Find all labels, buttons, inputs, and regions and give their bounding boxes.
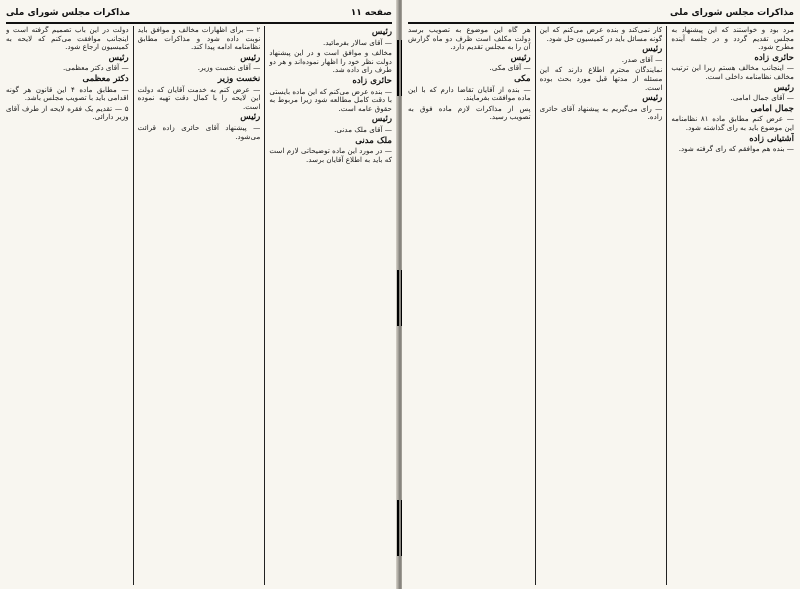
paragraph-text: — آقای دکتر معظمی. (62, 63, 129, 73)
paragraph-text: نمایندگان محترم اطلاع دارند که این مسئله از مدتها قبل مورد بحث بوده است. (539, 65, 663, 92)
paragraph (408, 26, 531, 52)
speaker-heading: ملک مدنی (355, 135, 392, 146)
paragraph (671, 26, 794, 52)
speaker-heading: رئیس (773, 82, 794, 93)
right-page-header (408, 4, 794, 24)
paragraph (138, 113, 261, 141)
left-page-number: صفحه ۱۱ (350, 8, 392, 18)
paragraph (138, 26, 261, 52)
speaker-heading: رئیس (642, 44, 663, 55)
paragraph-text: — آقای مکی. (489, 63, 531, 73)
speaker-heading: دکتر معظمی (82, 73, 129, 84)
paragraph-text: — آقای ملک مدنی. (334, 124, 392, 134)
paragraph (408, 105, 531, 122)
right-page (402, 0, 800, 589)
paragraph (671, 135, 794, 154)
paragraph (540, 45, 663, 64)
paragraph (269, 77, 392, 113)
left-page (0, 0, 398, 589)
paragraph-text: مخالف و موافق است و در این پیشنهاد دولت نظر خود را اظهار نموده‌اند و هر دو طرف رای داده شد. (269, 48, 392, 75)
left-page-header (6, 4, 392, 24)
paragraph (6, 54, 129, 73)
paragraph-text: پس از مذاکرات لازم ماده فوق به تصویب رسید. (407, 103, 531, 122)
paragraph-text: کار نمی‌کند و بنده عرض می‌کنم که این گونه مسائل باید در کمیسیون حل شود. (539, 26, 663, 43)
paragraph-text: — آقای صدر. (621, 54, 663, 64)
paragraph-text: — بنده از آقایان تقاضا دارم که با این ماده موافقت بفرمایند. (407, 84, 531, 103)
speaker-heading: رئیس (240, 52, 261, 63)
paragraph-text: هر گاه این موضوع به تصویب برسد دولت مکلف است ظرف دو ماه گزارش آن را به مجلس تقدیم دارد. (407, 26, 531, 52)
left-page-columns (6, 26, 392, 585)
paragraph (6, 105, 129, 122)
left-column-1 (269, 26, 392, 585)
paragraph (671, 105, 794, 133)
right-page-title: مذاکرات مجلس شورای ملی (669, 8, 794, 18)
paragraph-text: — بنده هم موافقم که رای گرفته شود. (678, 144, 794, 154)
paragraph-text: — رای می‌گیریم به پیشنهاد آقای حائری زاده. (539, 103, 663, 122)
right-column-3 (408, 26, 531, 585)
right-column-2 (540, 26, 663, 585)
paragraph-text: — آقای سالار بفرمائید. (323, 37, 392, 47)
paragraph (6, 26, 129, 52)
speaker-heading: نخست وزیر (217, 73, 261, 84)
paragraph (671, 84, 794, 103)
paragraph-text: — مطابق ماده ۴ این قانون هر گونه اقدامی باید با تصویب مجلس باشد. (5, 84, 129, 103)
paragraph-text: — در مورد این ماده توضیحاتی لازم است که باید به اطلاع آقایان برسد. (269, 146, 392, 164)
speaker-heading: جمال امامی (750, 103, 794, 114)
column-rule (133, 26, 134, 585)
paragraph (138, 75, 261, 111)
speaker-heading: رئیس (510, 52, 531, 63)
speaker-heading: مکی (514, 73, 531, 84)
speaker-heading: حائری زاده (754, 52, 794, 63)
left-column-2 (138, 26, 261, 585)
speaker-heading: رئیس (371, 114, 392, 125)
paragraph (408, 75, 531, 103)
paragraph-text: — بنده عرض می‌کنم که این ماده بایستی با دقت کامل مطالعه شود زیرا مربوط به حقوق عامه است. (269, 86, 392, 113)
paragraph-text: — عرض کنم به خدمت آقایان که دولت این لایحه را با کمال دقت تهیه نموده است. (137, 84, 261, 111)
paragraph (269, 49, 392, 75)
paragraph-text: دولت در این باب تصمیم گرفته است و اینجانب موافقت می‌کنم که لایحه به کمیسیون ارجاع شود. (5, 26, 129, 52)
paragraph (671, 54, 794, 82)
paragraph-text: — آقای نخست وزیر. (197, 63, 261, 73)
right-column-1 (671, 26, 794, 585)
paragraph-text: — پیشنهاد آقای حائری زاده قرائت می‌شود. (137, 122, 261, 141)
paragraph (408, 54, 531, 73)
speaker-heading: رئیس (240, 112, 261, 123)
speaker-heading: رئیس (108, 52, 129, 63)
paragraph (269, 137, 392, 165)
left-page-title: مذاکرات مجلس شورای ملی (6, 8, 131, 18)
paragraph (540, 26, 663, 43)
column-rule (666, 26, 667, 585)
paragraph (6, 75, 129, 103)
speaker-heading: حائری زاده (352, 75, 392, 86)
speaker-heading: آشتیانی زاده (749, 133, 794, 144)
paragraph-text: — عرض کنم مطابق ماده ۸۱ نظامنامه این موضوع باید به رای گذاشته شود. (671, 114, 794, 132)
paragraph-text: ۲ — برای اظهارات مخالف و موافق باید نوبت داده شود و مذاکرات مطابق نظامنامه ادامه پیدا کند. (137, 26, 261, 52)
left-column-3 (6, 26, 129, 585)
paragraph (269, 115, 392, 134)
column-rule (535, 26, 536, 585)
paragraph-text: مرد بود و خواستند که این پیشنهاد به مجلس تقدیم گردد و در جلسه آینده مطرح شود. (671, 26, 794, 52)
paragraph (138, 54, 261, 73)
right-page-columns (408, 26, 794, 585)
paragraph (540, 94, 663, 122)
speaker-heading: رئیس (642, 93, 663, 104)
paragraph (269, 28, 392, 47)
paragraph (540, 66, 663, 92)
column-rule (264, 26, 265, 585)
paragraph-text: ۵ — تقدیم یک فقره لایحه از طرف آقای وزیر دارائی. (5, 103, 129, 122)
paragraph-text: — آقای جمال امامی. (730, 93, 794, 103)
speaker-heading: رئیس (371, 27, 392, 37)
paragraph-text: — اینجانب مخالف هستم زیرا این ترتیب مخالف نظامنامه داخلی است. (671, 63, 794, 81)
